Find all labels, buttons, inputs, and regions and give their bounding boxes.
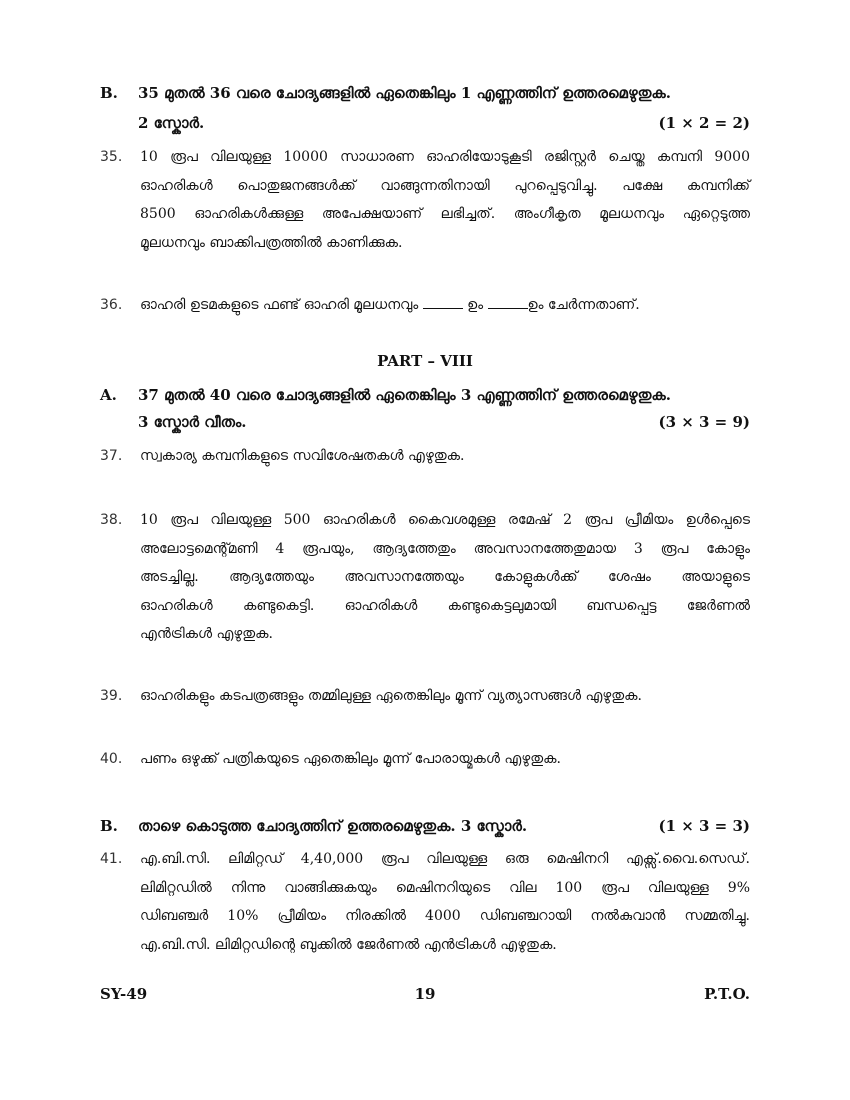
question-line: ലിമിറ്റഡിൽ നിന്നു വാങ്ങിക്കുകയും മെഷിനറിയുടെ വില 100 രൂപ വിലയുള്ള 9% [140, 879, 750, 896]
section-instruction: 37 മുതൽ 40 വരെ ചോദ്യങ്ങളിൽ ഏതെങ്കിലും 3 എണ്ണത്തിന് ഉത്തരമെഴുതുക. [138, 386, 671, 404]
score-text: 3 സ്കോർ വീതം. [138, 413, 247, 431]
score-text: 2 സ്കോർ. [138, 114, 205, 132]
question-line: അലോട്ടമെന്റ്മണി 4 രൂപയും, ആദ്യത്തേതും അവസാനത്തേതുമായ 3 രൂപ കോളും [140, 540, 750, 557]
part-heading: PART – VIII [377, 352, 473, 370]
question-number: 35. [100, 149, 123, 165]
question-line: എൻട്രികൾ എഴുതുക. [140, 626, 273, 642]
section-a-score-row [138, 413, 750, 431]
section-instruction: 35 മുതൽ 36 വരെ ചോദ്യങ്ങളിൽ ഏതെങ്കിലും 1 എണ്ണത്തിന് ഉത്തരമെഴുതുക. [138, 84, 671, 102]
question-line [140, 291, 750, 320]
question-line: 10 രൂപ വിലയുള്ള 10000 സാധാരണ ഓഹരിയോടുകൂടി രജിസ്റ്റർ ചെയ്ത കമ്പനി 9000 [140, 149, 750, 165]
section-label: B. [100, 817, 118, 835]
question-line: എ.ബി.സി. ലിമിറ്റഡിന്റെ ബുക്കിൽ ജേർണൽ എൻട്രികൾ എഴുതുക. [140, 936, 557, 953]
fill-blank [488, 296, 528, 309]
question-text-part: ഉം ചേർന്നതാണ്. [527, 297, 640, 313]
section-label: A. [100, 386, 117, 404]
question-text-part: ഓഹരി ഉടമകളുടെ ഫണ്ട് ഓഹരി മൂലധനവും [140, 297, 419, 313]
question-number: 38. [100, 512, 123, 528]
question-line: ഓഹരികൾ പൊതുജനങ്ങൾക്ക് വാങ്ങുന്നതിനായി പുറപ്പെടുവിച്ചു. പക്ഷേ കമ്പനിക്ക് [140, 177, 750, 194]
question-number: 37. [100, 448, 123, 464]
question-number: 40. [100, 751, 123, 767]
question-line: ഓഹരികൾ കണ്ടുകെട്ടി. ഓഹരികൾ കണ്ടുകെട്ടലുമായി ബന്ധപ്പെട്ട ജേർണൽ [140, 597, 750, 614]
paper-code: SY-49 [100, 985, 148, 1003]
section-instruction: താഴെ കൊടുത്ത ചോദ്യത്തിന് ഉത്തരമെഴുതുക. 3 സ്കോർ. [138, 817, 528, 835]
section-b-score-row [138, 114, 750, 132]
question-line: 8500 ഓഹരികൾക്കുള്ള അപേക്ഷയാണ് ലഭിച്ചത്. അംഗീകൃത മൂലധനവും ഏറ്റെടുത്ത [140, 206, 750, 222]
question-number: 39. [100, 688, 123, 704]
page-number: 19 [414, 985, 436, 1003]
question-line: മൂലധനവും ബാക്കിപത്രത്തിൽ കാണിക്കുക. [140, 234, 403, 251]
question-line: അടച്ചില്ല. ആദ്യത്തേയും അവസാനത്തേയും കോളുകൾക്ക് ശേഷം അയാളുടെ [140, 569, 750, 585]
marks-formula: (1 × 3 = 3) [658, 817, 750, 835]
marks-formula: (3 × 3 = 9) [658, 413, 750, 431]
fill-blank [423, 296, 463, 309]
pto-label: P.T.O. [704, 985, 750, 1003]
question-line: സ്വകാര്യ കമ്പനികളുടെ സവിശേഷതകൾ എഴുതുക. [140, 448, 465, 464]
section-label: B. [100, 84, 118, 102]
question-line: ഓഹരികളും കടപത്രങ്ങളും തമ്മിലുള്ള ഏതെങ്കിലും മൂന്ന് വ്യത്യാസങ്ങൾ എഴുതുക. [140, 688, 642, 704]
question-line: 10 രൂപ വിലയുള്ള 500 ഓഹരികൾ കൈവശമുള്ള രമേഷ് 2 രൂപ പ്രീമിയം ഉൾപ്പെടെ [140, 512, 750, 528]
question-line: പണം ഒഴുക്ക് പത്രികയുടെ ഏതെങ്കിലും മൂന്ന് പോരായ്മകൾ എഴുതുക. [140, 751, 561, 767]
question-text-part: ഉം [467, 297, 484, 313]
question-number: 36. [100, 297, 123, 313]
marks-formula: (1 × 2 = 2) [658, 114, 750, 132]
question-line: ഡിബഞ്ചർ 10% പ്രീമിയം നിരക്കിൽ 4000 ഡിബഞ്ചറായി നൽകുവാൻ സമ്മതിച്ചു. [140, 908, 750, 924]
question-number: 41. [100, 851, 123, 867]
question-line: എ.ബി.സി. ലിമിറ്റഡ് 4,40,000 രൂപ വിലയുള്ള ഒരു മെഷിനറി എക്സ്.വൈ.സെഡ്. [140, 851, 750, 867]
